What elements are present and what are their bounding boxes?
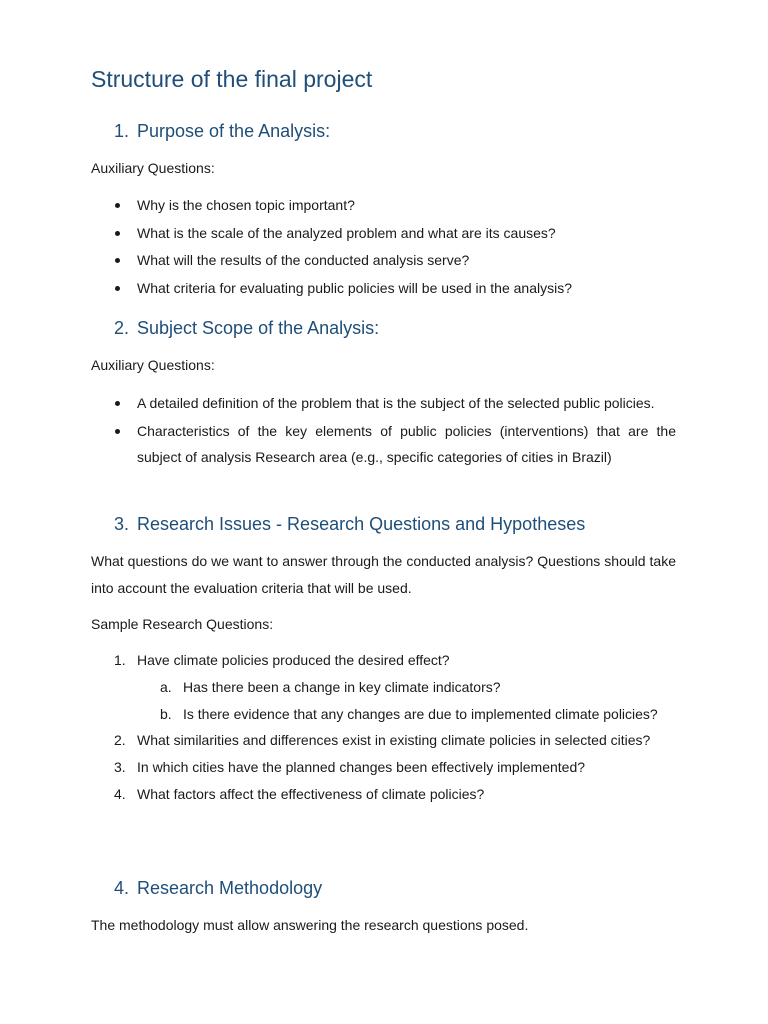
list-item: What is the scale of the analyzed problem and what are its causes? (91, 220, 676, 248)
list-item (91, 781, 676, 808)
list-item (137, 674, 676, 701)
section-4-title: Research Methodology (137, 878, 323, 898)
list-item: What will the results of the conducted analysis serve? (91, 247, 676, 275)
list-item: Why is the chosen topic important? (91, 192, 676, 220)
list-item: What criteria for evaluating public policies will be used in the analysis? (91, 275, 676, 303)
section-3-number: 3. (114, 514, 130, 534)
list-item: A detailed definition of the problem that is the subject of the selected public policies. (91, 390, 676, 417)
section-2-label: Auxiliary Questions: (91, 357, 215, 373)
section-1-title: Purpose of the Analysis: (137, 121, 331, 141)
section-3-label: Sample Research Questions: (91, 616, 274, 632)
question-text: Has there been a change in key climate indicators? (183, 678, 501, 695)
list-item (91, 727, 676, 754)
section-2-title: Subject Scope of the Analysis: (137, 318, 380, 338)
list-marker: b. (160, 705, 172, 722)
section-4-intro: The methodology must allow answering the research questions posed. (91, 917, 529, 933)
list-item: Characteristics of the key elements of public policies (interventions) that are the subject of analysis Research area (e.g., specific categories of cities in Brazil) (91, 418, 676, 471)
sample-questions-list (91, 647, 676, 808)
list-marker: 4. (114, 785, 126, 802)
section-3-title: Research Issues - Research Questions and Hypotheses (137, 514, 586, 534)
section-2-number: 2. (114, 318, 130, 338)
question-text: In which cities have the planned changes been effectively implemented? (137, 759, 586, 776)
section-3-intro: What questions do we want to answer through the conducted analysis? Questions should take into account the evaluation criteria that will be used. (91, 553, 676, 596)
section-2-bullets (91, 390, 676, 471)
list-marker: 2. (114, 732, 126, 749)
list-marker: 1. (114, 652, 126, 668)
question-text: What similarities and differences exist in existing climate policies in selected cities? (137, 732, 651, 749)
section-1-number: 1. (114, 121, 130, 141)
section-4-number: 4. (114, 878, 130, 898)
sub-questions-list (137, 674, 676, 728)
list-marker: a. (160, 678, 172, 695)
question-text: What factors affect the effectiveness of climate policies? (137, 785, 485, 802)
list-item (91, 647, 676, 727)
list-marker: 3. (114, 759, 126, 776)
question-text: Is there evidence that any changes are due to implemented climate policies? (183, 705, 658, 722)
list-item (91, 754, 676, 781)
section-1-bullets (91, 192, 676, 302)
document-title: Structure of the final project (91, 66, 373, 92)
question-text: Have climate policies produced the desired effect? (137, 652, 450, 668)
list-item (137, 701, 676, 728)
section-1-label: Auxiliary Questions: (91, 160, 215, 176)
